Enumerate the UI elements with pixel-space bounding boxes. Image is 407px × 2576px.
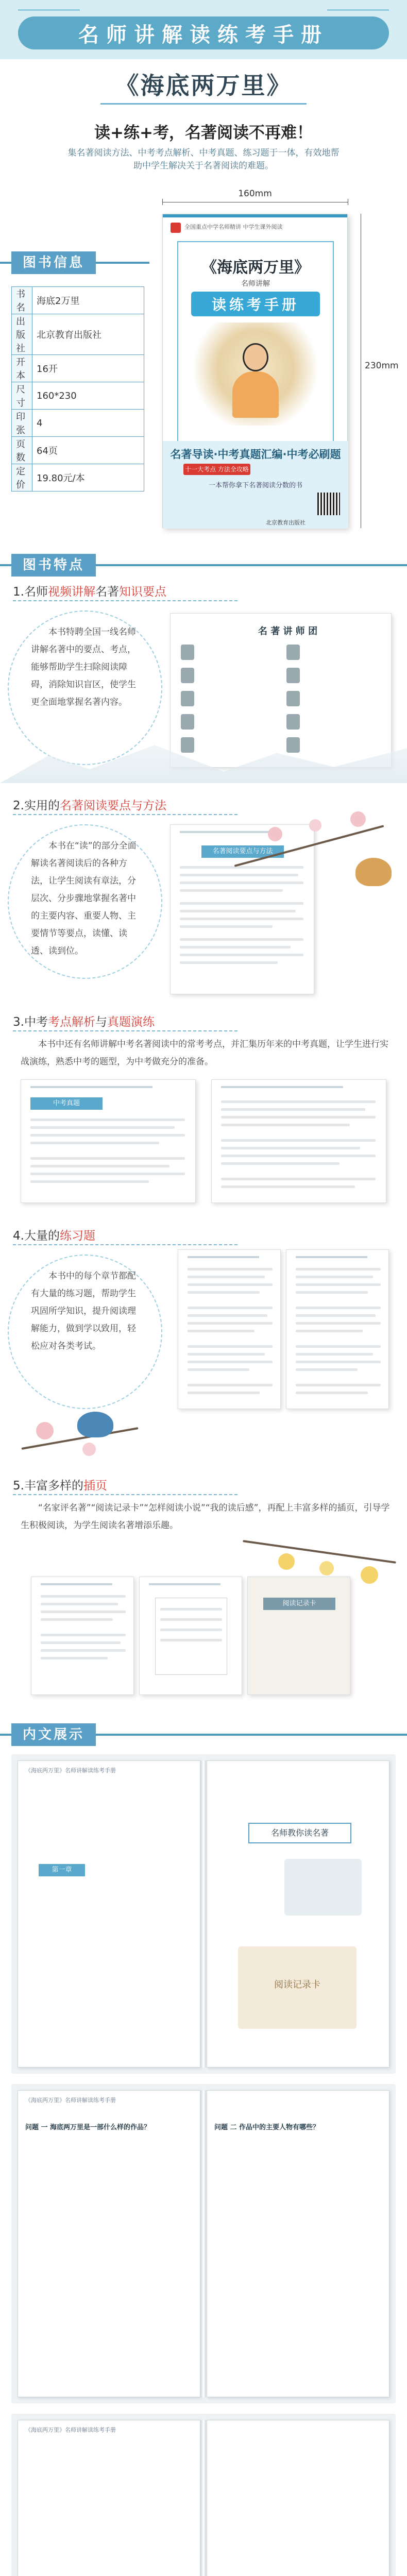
feature-5-page-1 (31, 1577, 134, 1695)
feature-2-page: 名著阅读要点与方法 (170, 824, 314, 994)
info-key: 开本 (12, 355, 32, 382)
section-tag: 内文展示 (11, 1723, 96, 1746)
blossom-icon (319, 1561, 334, 1575)
feature-4-body: 本书中的每个章节都配有大量的练习题，帮助学生巩固所学知识，提升阅读理解能力，做到学以致用，轻松应对各类考试。 (31, 1271, 136, 1351)
info-key: 印张 (12, 410, 32, 437)
feature-4-page-left (178, 1249, 281, 1409)
banner-deco-line-right (327, 9, 389, 11)
cover-subtitle: 名师讲解 (241, 280, 270, 288)
showcase-spread-2: 《海底两万里》名师讲解读练考手册 问题 一 海底两万里是一部什么样的作品？ 问题 二 作品中的主要人物有哪些？ (11, 2084, 396, 2403)
feature-4-page-right (286, 1249, 389, 1409)
top-banner (0, 0, 407, 59)
intro-text: 集名著阅读方法、中考考点解析、中考真题、练习题于一体，有效地帮助中学生解决关于名著阅读的难题。 (67, 148, 340, 171)
feature-5-title: 5.丰富多样的插页 (13, 1479, 107, 1493)
cover-series: 全国重点中学名师精讲 中学生课外阅读 (184, 224, 283, 230)
feature-3-body: 本书中还有名师讲解中考名著阅读中的常考考点，并汇集历年来的中考真题，让学生进行实战演练，熟悉中考的题型，为中考做充分的准备。 (21, 1039, 388, 1067)
feature-5-page-2 (139, 1577, 242, 1695)
title-underline (100, 103, 307, 105)
feature-2-body: 本书在“读”的部分全面解读名著阅读后的各种方法，让学生阅读有章法，分层次、分步骤地掌握名著中的主要内容、重要人物、主要情节等要点，读懂、读透、读到位。 (31, 841, 137, 956)
section-header-showcase (0, 1723, 407, 1746)
showcase-spread-3: 《海底两万里》名师讲解读练考手册 (11, 2414, 396, 2576)
section-tag: 图书信息 (11, 251, 96, 274)
info-row (12, 382, 144, 410)
info-key: 书名 (12, 287, 32, 314)
feature-1-title: 1.名师视频讲解名著知识要点 (13, 585, 166, 599)
info-key: 页数 (12, 437, 32, 464)
illustration (284, 1859, 362, 1916)
cover-title: 《海底两万里》 (201, 259, 310, 277)
feature-1-body: 本书特聘全国一线名师讲解名著中的要点、考点，能够帮助学生扫除阅读障碍，消除知识盲区，使学生更全面地掌握名著内容。 (31, 627, 136, 707)
info-value: 160*230 (32, 382, 144, 410)
cover-publisher: 北京教育出版社 (266, 519, 306, 526)
info-key: 定价 (12, 464, 32, 492)
feature-5-page-3: 阅读记录卡 (247, 1577, 350, 1695)
branch-decoration (243, 1540, 396, 1564)
banner-deco-line-left (18, 9, 80, 11)
blossom-icon (36, 1422, 54, 1439)
banner-title-pill (18, 16, 389, 49)
showcase-spread-1: 《海底两万里》名师讲解读练考手册 第一章 名师教你读名著 阅读记录卡 (11, 1754, 396, 2074)
info-row (12, 410, 144, 437)
feature-3-title: 3.中考考点解析与真题演练 (13, 1015, 155, 1029)
blossom-icon (361, 1566, 378, 1584)
scholar-figure (232, 371, 279, 418)
feature-3-page-right (211, 1079, 386, 1203)
cover-red-tag: 十一大考点 方法全攻略 (183, 464, 250, 475)
info-row (12, 314, 144, 355)
banner-title: 名师讲解读练考手册 (78, 22, 329, 47)
book-cover (162, 214, 348, 528)
book-title: 《海底两万里》 (115, 72, 292, 99)
info-key: 出版社 (12, 314, 32, 355)
publisher-logo-icon (171, 223, 181, 233)
qr-code-icon (317, 493, 340, 515)
info-key: 尺寸 (12, 382, 32, 410)
info-row (12, 437, 144, 464)
scholar-face (243, 343, 268, 371)
info-row (12, 355, 144, 382)
section-tag: 图书特点 (11, 554, 96, 577)
cover-bottom-text: 一本帮你拿下名著阅读分数的书 (208, 482, 302, 489)
blossom-icon (268, 827, 282, 841)
blossom-icon (350, 811, 366, 827)
info-row (12, 464, 144, 492)
book-info-table (11, 286, 144, 492)
info-row (12, 287, 144, 314)
blossom-icon (278, 1553, 295, 1570)
feature-1-page: 名 著 讲 师 团 (170, 613, 392, 768)
blossom-icon (309, 819, 321, 832)
feature-4-title: 4.大量的练习题 (13, 1229, 95, 1243)
info-value: 16开 (32, 355, 144, 382)
cover-band: 读练考手册 (191, 292, 320, 316)
slogan: 读+练+考，名著阅读不再难！ (94, 124, 313, 142)
info-value: 4 (32, 410, 144, 437)
feature-3-page-left: 中考真题 (21, 1079, 196, 1203)
blossom-icon (82, 1443, 96, 1456)
bird-icon (355, 858, 392, 886)
section-header-features (0, 554, 407, 577)
feature-2-title: 2.实用的名著阅读要点与方法 (13, 799, 166, 812)
info-value: 海底2万里 (32, 287, 144, 314)
info-value: 64页 (32, 437, 144, 464)
bird-icon (77, 1412, 113, 1437)
width-label: 160mm (238, 189, 272, 199)
info-value: 北京教育出版社 (32, 314, 144, 355)
feature-5-body: “名家评名著”“阅读记录卡”“怎样阅读小说”“我的读后感”，再配上丰富多样的插页，引导学生积极阅读，为学生阅读名著增添乐趣。 (21, 1503, 390, 1531)
height-label: 230mm (365, 361, 399, 371)
reading-card: 阅读记录卡 (238, 1946, 357, 2029)
cover-bottom-headline: 名著导读·中考真题汇编·中考必刷题 (170, 448, 341, 461)
info-value: 19.80元/本 (32, 464, 144, 492)
